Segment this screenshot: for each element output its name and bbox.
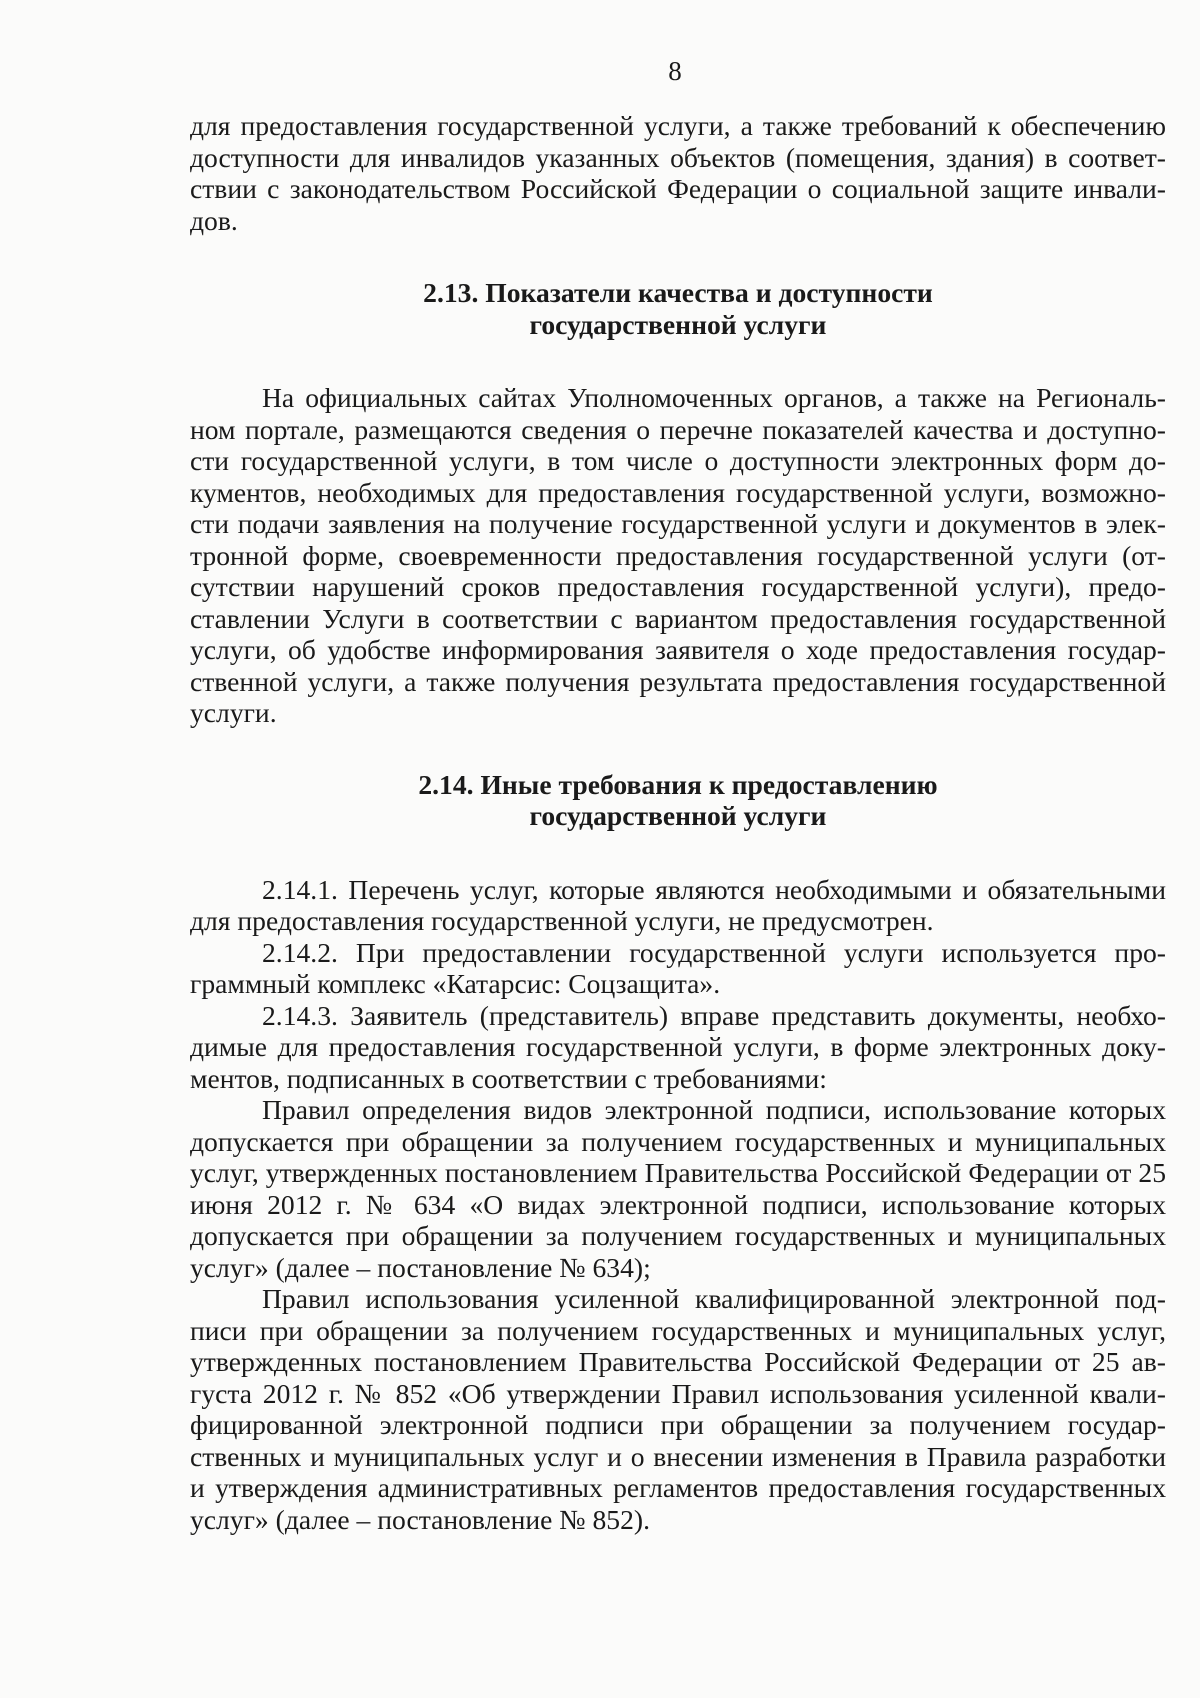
section-heading-2-14-line2: государственной услуги bbox=[529, 800, 827, 831]
paragraph-2-14-3: 2.14.3. Заявитель (представитель) вправе представить документы, необходимые для предоставления государственной услуги, в форме электронных документов, подписанных в соответствии с требованиями: bbox=[190, 999, 1166, 1094]
page-number: 8 bbox=[668, 56, 682, 86]
section-heading-2-14 bbox=[190, 769, 1166, 832]
section-heading-2-13 bbox=[190, 277, 1166, 340]
section-heading-2-14-line1: 2.14. Иные требования к предоставлению bbox=[418, 768, 938, 800]
paragraph-2-14-1: 2.14.1. Перечень услуг, которые являются необходимыми и обязательными для предоставления государственной услуги, не предусмотрен. bbox=[190, 873, 1166, 936]
paragraph-rules-634: Правил определения видов электронной подписи, использование которых допускается при обращении за получением государственных и муниципальных услуг, утвержденных постановлением Правительства Российской Федерации от 25 июня 2012 г. № 634 «О видах электронной подписи, использование которых допускается при обращении за получением государственных и муниципальных услуг» (далее – постановление № 634); bbox=[190, 1094, 1166, 1283]
intro-paragraph: для предоставления государственной услуги, а также требований к обеспечению доступности для инвалидов указанных объектов (помещения, здания) в соответствии с законодательством Российской Федерации о социальной защите инвалидов. bbox=[190, 110, 1166, 236]
document-body bbox=[190, 110, 1166, 1535]
section-heading-2-13-line1: 2.13. Показатели качества и доступности bbox=[423, 277, 933, 308]
section-2-13-paragraph: На официальных сайтах Уполномоченных органов, а также на Региональном портале, размещаются сведения о перечне показателей качества и доступности государственной услуги, в том числе о доступности электронных форм документов, необходимых для предоставления государственной услуги, возможности подачи заявления на получение государственной услуги и документов в электронной форме, своевременности предоставления государственной услуги (отсутствии нарушений сроков предоставления государственной услуги), предоставлении Услуги в соответствии с вариантом предоставления государственной услуги, об удобстве информирования заявителя о ходе предоставления государственной услуги, а также получения результата предоставления государственной услуги. bbox=[190, 382, 1166, 728]
paragraph-2-14-2: 2.14.2. При предоставлении государственной услуги используется программный комплекс «Катарсис: Соцзащита». bbox=[190, 936, 1166, 999]
section-heading-2-13-line2: государственной услуги bbox=[529, 308, 827, 340]
paragraph-rules-852: Правил использования усиленной квалифицированной электронной подписи при обращении за получением государственных и муниципальных услуг, утвержденных постановлением Правительства Российской Федерации от 25 августа 2012 г. № 852 «Об утверждении Правил использования усиленной квалифицированной электронной подписи при обращении за получением государственных и муниципальных услуг и о внесении изменения в Правила разработки и утверждения административных регламентов предоставления государственных услуг» (далее – постановление № 852). bbox=[190, 1283, 1166, 1535]
